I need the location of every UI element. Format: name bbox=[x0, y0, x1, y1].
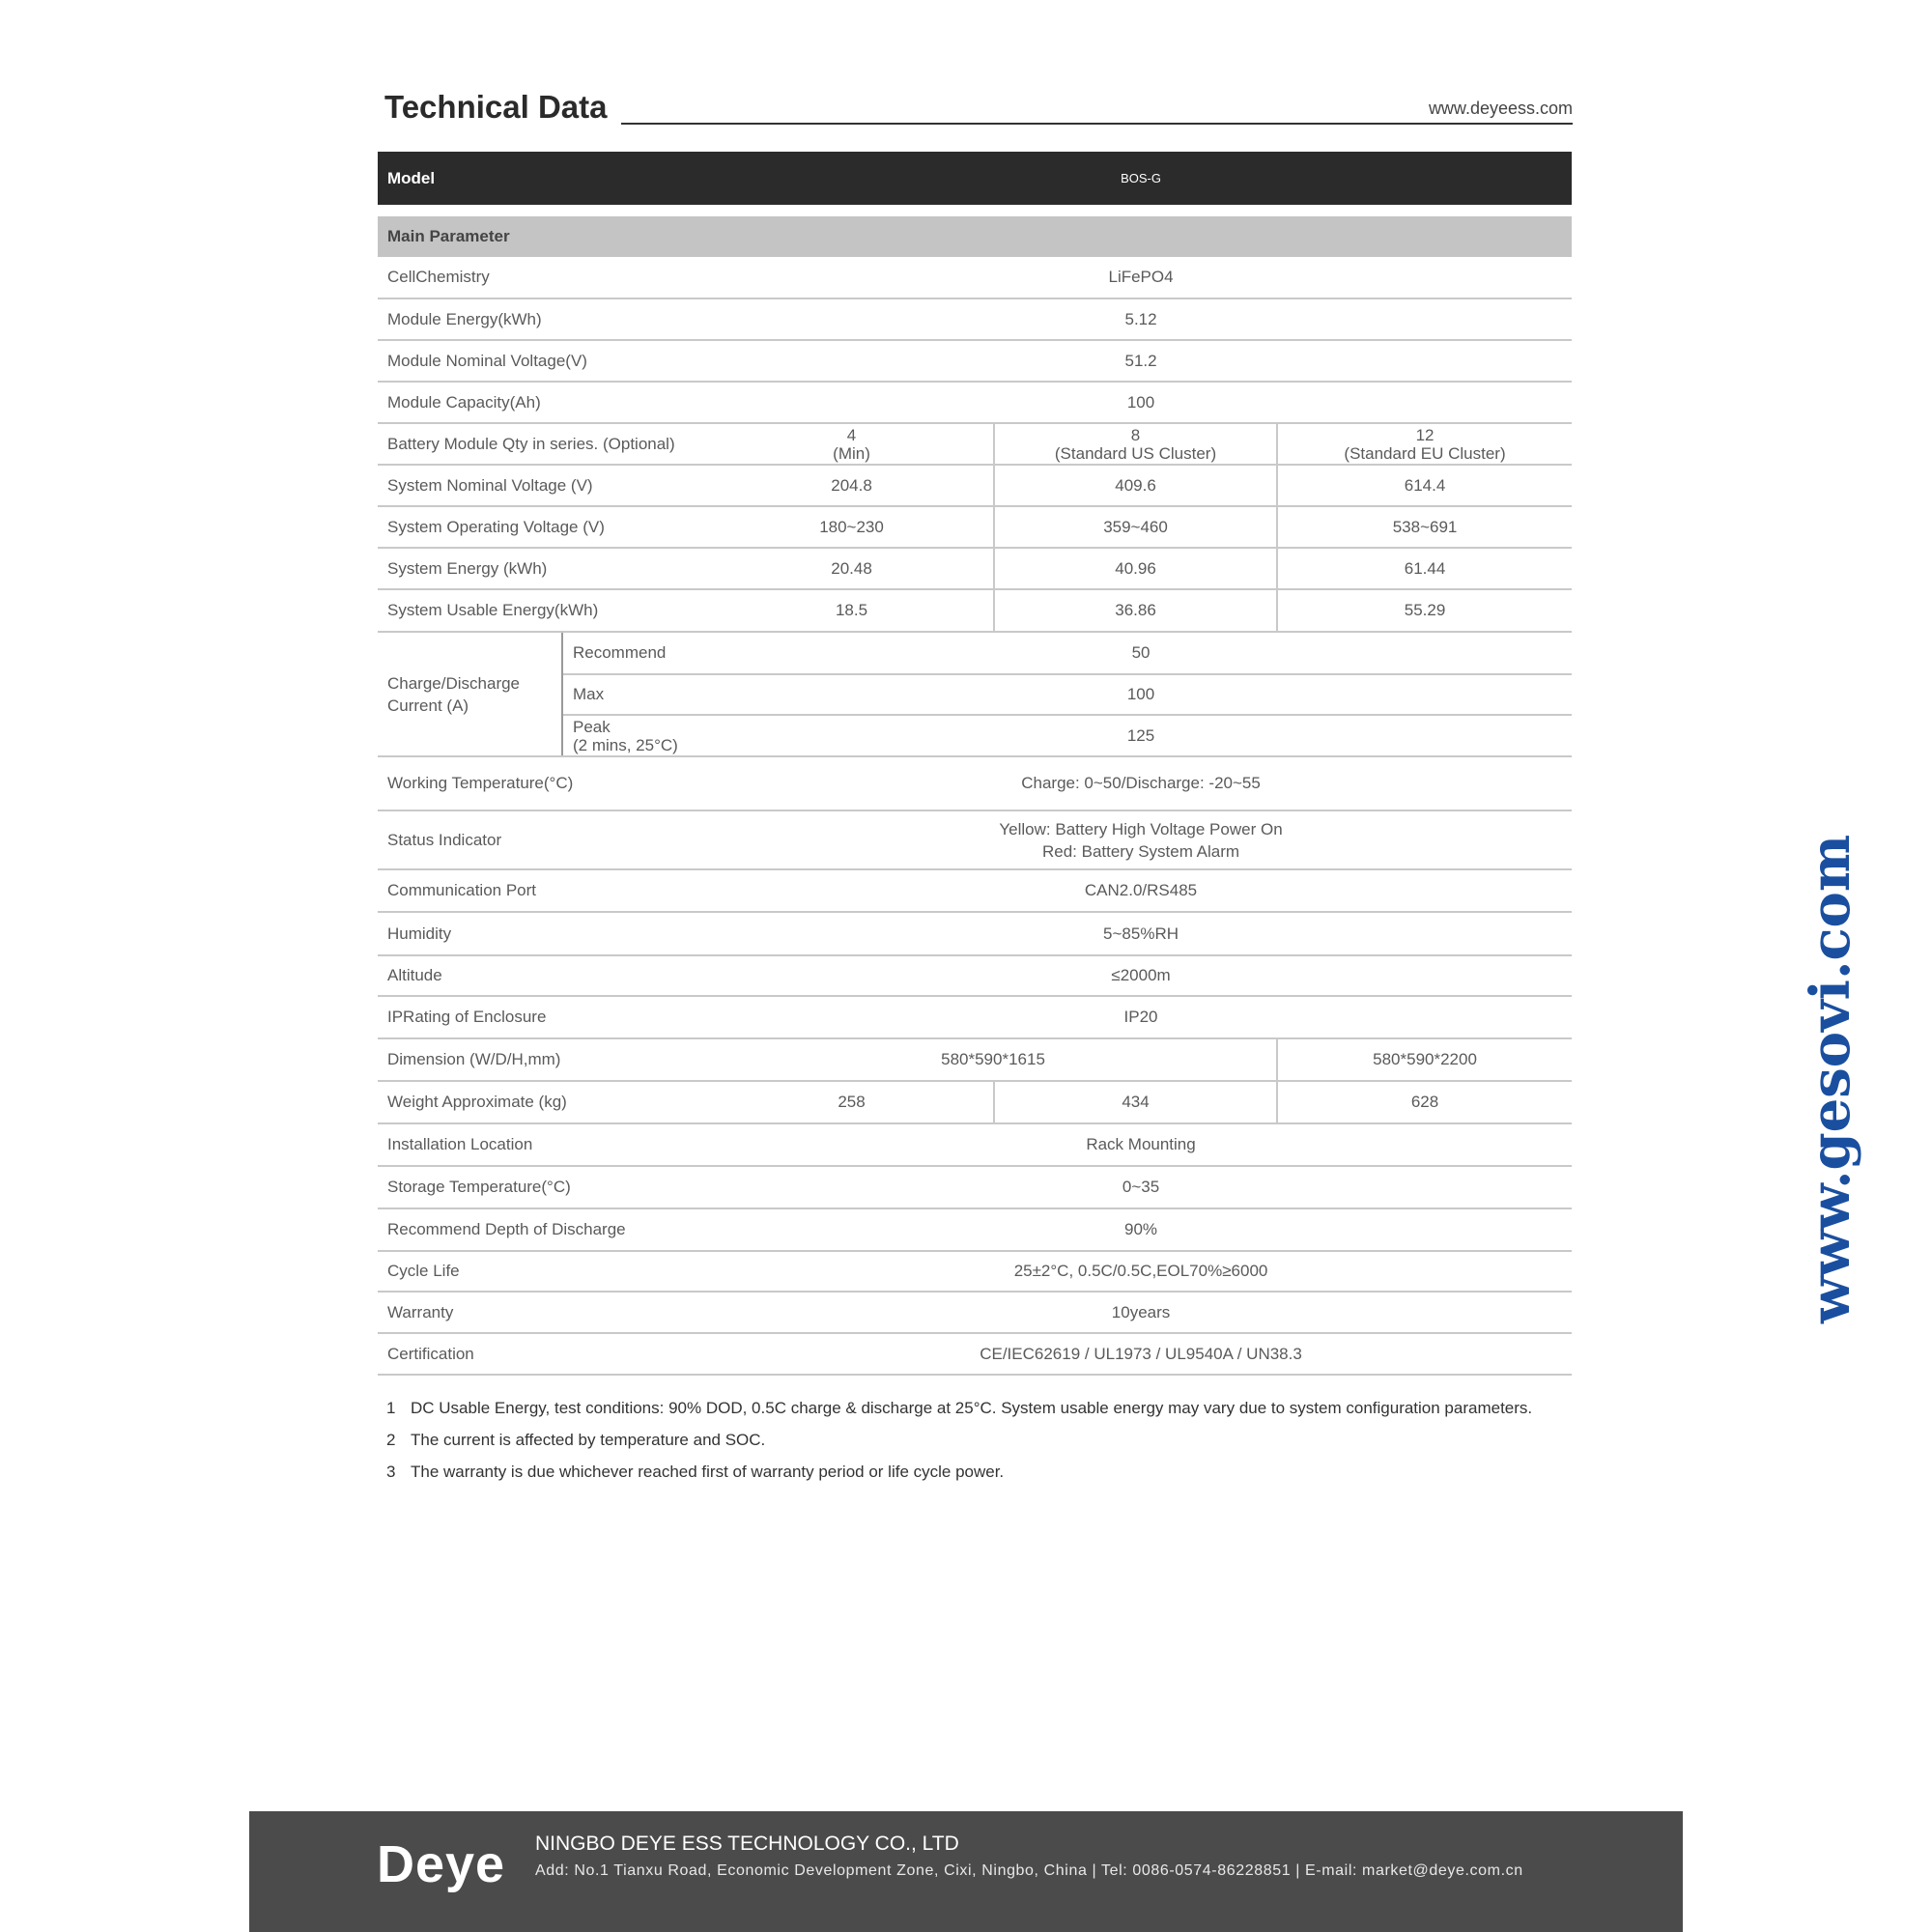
row-value: 409.6 bbox=[994, 465, 1277, 506]
row-label: System Operating Voltage (V) bbox=[378, 506, 710, 548]
row-label: Warranty bbox=[378, 1292, 710, 1333]
row-value: 125 bbox=[710, 715, 1572, 756]
table-row bbox=[378, 1166, 1572, 1208]
table-row bbox=[378, 506, 1572, 548]
title-rule bbox=[621, 123, 1573, 125]
section-header bbox=[378, 216, 1572, 257]
row-value: 8 (Standard US Cluster) bbox=[994, 423, 1277, 465]
row-value: Rack Mounting bbox=[710, 1123, 1572, 1166]
row-label: IPRating of Enclosure bbox=[378, 996, 710, 1038]
footnotes bbox=[386, 1399, 1532, 1494]
table-row bbox=[378, 257, 1572, 298]
spec-table bbox=[378, 152, 1572, 1376]
row-value: 20.48 bbox=[710, 548, 994, 589]
row-label: System Nominal Voltage (V) bbox=[378, 465, 710, 506]
row-label: Weight Approximate (kg) bbox=[378, 1081, 710, 1123]
row-label: Installation Location bbox=[378, 1123, 710, 1166]
row-label: Cycle Life bbox=[378, 1251, 710, 1292]
row-label: Status Indicator bbox=[378, 810, 710, 869]
table-row bbox=[378, 382, 1572, 423]
row-value: 36.86 bbox=[994, 589, 1277, 632]
row-label: CellChemistry bbox=[378, 257, 710, 298]
row-value: Yellow: Battery High Voltage Power On Red: Battery System Alarm bbox=[710, 810, 1572, 869]
page-title: Technical Data bbox=[384, 89, 608, 125]
row-value: 51.2 bbox=[710, 340, 1572, 382]
table-row bbox=[378, 1251, 1572, 1292]
table-row bbox=[378, 869, 1572, 912]
row-value: 90% bbox=[710, 1208, 1572, 1251]
row-value: 5.12 bbox=[710, 298, 1572, 340]
table-row bbox=[378, 1038, 1572, 1081]
table-row bbox=[378, 810, 1572, 869]
table-row bbox=[378, 340, 1572, 382]
footnote: 2 The current is affected by temperature and SOC. bbox=[386, 1431, 766, 1449]
footer-contact: Add: No.1 Tianxu Road, Economic Development Zone, Cixi, Ningbo, China | Tel: 0086-0574-86228851 | E-mail: market@deye.com.cn bbox=[535, 1862, 1523, 1879]
row-value: IP20 bbox=[710, 996, 1572, 1038]
row-value: 628 bbox=[1277, 1081, 1572, 1123]
row-value: 61.44 bbox=[1277, 548, 1572, 589]
row-value: 434 bbox=[994, 1081, 1277, 1123]
row-label: Humidity bbox=[378, 912, 710, 955]
row-label: System Usable Energy(kWh) bbox=[378, 589, 710, 632]
table-row bbox=[378, 996, 1572, 1038]
table-row bbox=[378, 912, 1572, 955]
table-row bbox=[378, 298, 1572, 340]
table-row bbox=[378, 632, 1572, 674]
row-label: Altitude bbox=[378, 955, 710, 996]
table-row bbox=[378, 756, 1572, 810]
row-label: Dimension (W/D/H,mm) bbox=[378, 1038, 710, 1081]
row-label: Module Nominal Voltage(V) bbox=[378, 340, 710, 382]
row-value: 25±2°C, 0.5C/0.5C,EOL70%≥6000 bbox=[710, 1251, 1572, 1292]
table-row bbox=[378, 1208, 1572, 1251]
table-row bbox=[378, 465, 1572, 506]
row-label: Recommend Depth of Discharge bbox=[378, 1208, 710, 1251]
row-value: 580*590*1615 bbox=[710, 1038, 1277, 1081]
footer-bar bbox=[249, 1811, 1683, 1932]
row-value: 4 (Min) bbox=[710, 423, 994, 465]
row-value: 10years bbox=[710, 1292, 1572, 1333]
row-value: 12 (Standard EU Cluster) bbox=[1277, 423, 1572, 465]
table-row bbox=[378, 1123, 1572, 1166]
sub-label: Peak (2 mins, 25°C) bbox=[562, 715, 710, 756]
row-value: 614.4 bbox=[1277, 465, 1572, 506]
row-value: Charge: 0~50/Discharge: -20~55 bbox=[710, 756, 1572, 810]
table-row bbox=[378, 955, 1572, 996]
row-value: 5~85%RH bbox=[710, 912, 1572, 955]
row-label: System Energy (kWh) bbox=[378, 548, 710, 589]
row-value: 40.96 bbox=[994, 548, 1277, 589]
section-title: Main Parameter bbox=[378, 216, 1572, 257]
row-value: 359~460 bbox=[994, 506, 1277, 548]
footnote: 1 DC Usable Energy, test conditions: 90% DOD, 0.5C charge & discharge at 25°C. System usable energy may vary due to system configuration parameters. bbox=[386, 1399, 1533, 1417]
sub-label: Max bbox=[562, 674, 710, 715]
row-value: 55.29 bbox=[1277, 589, 1572, 632]
row-value: 100 bbox=[710, 382, 1572, 423]
row-value: 204.8 bbox=[710, 465, 994, 506]
row-value: 0~35 bbox=[710, 1166, 1572, 1208]
table-row bbox=[378, 1333, 1572, 1375]
table-row bbox=[378, 423, 1572, 465]
row-value: 100 bbox=[710, 674, 1572, 715]
row-label: Battery Module Qty in series. (Optional) bbox=[378, 423, 710, 465]
row-value: CE/IEC62619 / UL1973 / UL9540A / UN38.3 bbox=[710, 1333, 1572, 1375]
sub-label: Recommend bbox=[562, 632, 710, 674]
row-value: LiFePO4 bbox=[710, 257, 1572, 298]
row-value: 18.5 bbox=[710, 589, 994, 632]
model-label: Model bbox=[378, 152, 710, 205]
footer-company-name: NINGBO DEYE ESS TECHNOLOGY CO., LTD bbox=[535, 1833, 959, 1855]
table-row bbox=[378, 1081, 1572, 1123]
footnote: 3 The warranty is due whichever reached first of warranty period or life cycle power. bbox=[386, 1463, 1005, 1481]
table-row bbox=[378, 548, 1572, 589]
row-value: CAN2.0/RS485 bbox=[710, 869, 1572, 912]
row-label: Module Energy(kWh) bbox=[378, 298, 710, 340]
header-website-url: www.deyeess.com bbox=[1428, 99, 1573, 118]
row-value: ≤2000m bbox=[710, 955, 1572, 996]
watermark-url: www.gesovi.com bbox=[1799, 834, 1862, 1323]
row-value: 180~230 bbox=[710, 506, 994, 548]
row-label: Module Capacity(Ah) bbox=[378, 382, 710, 423]
row-value: 258 bbox=[710, 1081, 994, 1123]
table-row bbox=[378, 589, 1572, 632]
deye-logo: Deye bbox=[377, 1835, 506, 1893]
row-label: Communication Port bbox=[378, 869, 710, 912]
row-label: Certification bbox=[378, 1333, 710, 1375]
row-label: Working Temperature(°C) bbox=[378, 756, 710, 810]
row-value: 50 bbox=[710, 632, 1572, 674]
row-label: Storage Temperature(°C) bbox=[378, 1166, 710, 1208]
model-value: BOS-G bbox=[710, 152, 1572, 205]
model-row bbox=[378, 152, 1572, 205]
row-value: 538~691 bbox=[1277, 506, 1572, 548]
row-value: 580*590*2200 bbox=[1277, 1038, 1572, 1081]
table-row bbox=[378, 1292, 1572, 1333]
current-label: Charge/Discharge Current (A) bbox=[378, 632, 562, 756]
